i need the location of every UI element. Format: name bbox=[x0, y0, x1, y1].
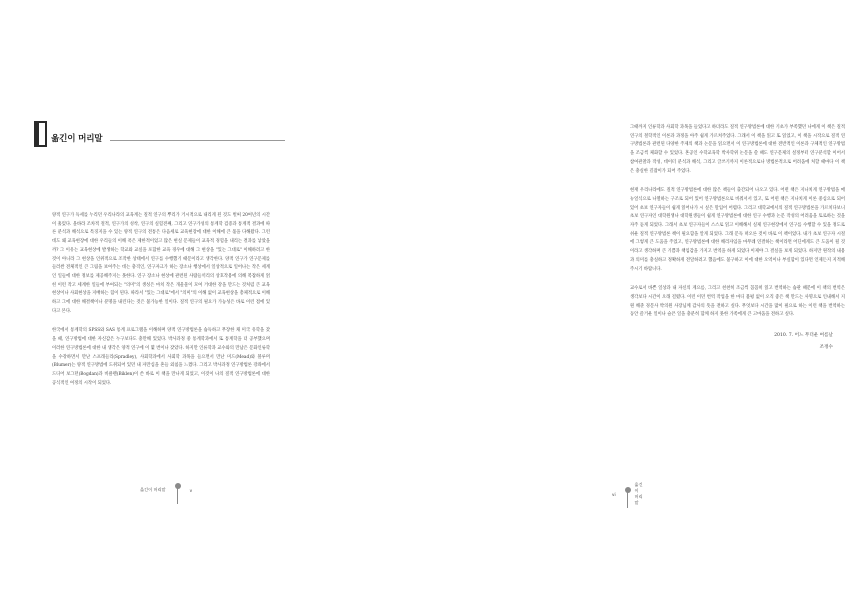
date-line: 2010. 7. 어느 무더운 여름날 bbox=[774, 333, 833, 339]
paragraph: 한국에서 통계학의 SPSS와 SAS 통계 프로그램을 이해하며 양적 연구방법론을 습득하고 무장한 채 미국 유학을 갔을 때, 연구방법에 대한 자신감은 누구보다도 충만해 있었다. 박사과정 중 통계학과에서 또 통계학을 더 공부했으며 이러한 연구방법론에 대한 내 생각은 양적 연구에 이 몇 번이나 잦았다. 하지만 인류학과 교수와의 만남은 문화인류학을 수강하면서 만난 스프래들리(Spradley), 사회학과에서 사회학 과목을 들으면서 만난 미드(Mead)와 블루머(Blumer)는 양적 연구방법에 도취되어 있던 내 자만심을 흔들 외침을 느꼈다. 그리고 박사과정 연구방법론 강좌에서 드디어 보그던(Bogdan)과 비클렌(Biklen)이 쓴 바로 이 책을 만나게 되었고, 이것이 나의 질적 연구방법론에 대한 공식적인 여정의 시작이 되었다. bbox=[52, 328, 270, 386]
left-body-text bbox=[52, 212, 270, 399]
paragraph: 그때까지 인류학과 사회학 과목을 들었다고 하더라도 질적 연구방법론에 대한 기초가 부족했던 나에게 이 책은 질적 연구의 철학적인 이론과 과정을 아주 쉽게 가르쳐주었다. 그래서 이 책을 읽고 또 읽었고, 이 책을 시작으로 질적 연구방법론과 관련된 다양한 주제의 책과 논문을 읽으면서 이 연구방법론에 대한 전반적인 이론과 구체적인 연구방법을 조금씩 체화할 수 있었다. 혼공인 수학교육학 박사학위 논문을 쓸 때도 연구문제의 설정부터 연구분석할 이어서 참여관찰과 작성, 데이터 분석과 해석, 그리고 글쓰기까지 이론적으로나 방법론적으로 어려움에 처할 때마다 이 책은 충실한 길잡이가 되어 주었다. bbox=[630, 125, 845, 174]
footer-pin-icon bbox=[174, 482, 182, 498]
right-body-text bbox=[630, 124, 845, 352]
paragraph: 교수로서 바쁜 일상과 내 자신의 게으름, 그리고 천천히 조금씩 꼼꼼히 읽고 번역하는 습관 때문에 이 책의 번역은 생각보다 시간이 오래 걸렸다. 이런 이던 번역 작업을 한 마디 불평 없이 오직 좋은 책 만드는 사명으로 인내해서 지원 해준 경문사 박의원 사장님께 감사의 뜻을 전하고 싶다. 무엇보다 시간을 많이 필요로 하는 이런 책을 번역하는 동안 즐거운 일이나 슬픈 일을 충분히 함께 하지 못한 가족에게 큰 고마움을 전하고 싶다. bbox=[630, 286, 845, 318]
footer-pin-icon bbox=[624, 486, 627, 502]
bracket-icon bbox=[34, 121, 47, 147]
paragraph: 현재 우리나라에도 질적 연구방법론에 대한 많은 책들이 출간되어 나오고 있다. 어떤 책은 지나치게 연구방법을 매뉴얼식으로 나열하는 구조로 되어 있어 연구방법론으로 비춰서서 있고, 또 어떤 책은 지나치게 이론 중심으로 되어있어 초보 연구자들이 쉽게 읽어나가 시 싶은 말입어 어렵다. 그리고 대학교에서의 질적 연구방법론을 가르치다보니 초보 연구자인 대학원생나 대학원생들이 쉽게 연구방법론에 대한 연구 수행과 논문 작성의 어려움을 토로하는 것을 자주 듣게 되었다. 그래서 초보 연구자들이 스스로 읽고 이해해서 실제 연구현장에서 연구를 수행할 수 있을 정도로 쉬운 질적 연구방법론 책이 필요함을 알게 되었다. 그래 문득 떠오른 것이 바로 이 책이었다. 내가 초보 연구자 시절에 그렇게 큰 도움을 주었고, 연구방법론에 대한 해리자임을 마무례 연결하는 책이라면 어딘에게도 큰 도움이 될 것이라고 생각하며 큰 기쁨과 책임감을 가지고 번역을 하게 되었다 이제야 그 결실을 보게 되었다. 하지만 원작의 내용과 의미를 충실하고 정확하게 전달하려고 했음에도 불구하고 이에 대한 오역이나 부실함이 있다면 언제든지 지적해주시기 바랍니다. bbox=[630, 188, 845, 272]
page-number: vi bbox=[612, 491, 616, 497]
paragraph: 양적 연구가 득세를 누리던 우리나라의 교육계는 질적 연구의 뿌리가 거시적으로 내리게 된 것도 벌써 20여년의 시간이 흘렀다. 올바라 조차적 절적, 연구가의 성착, 연구의 실험전째, 그리고 연구가성의 통계학 검증과 통계적 결과에 따른 분석과 해석으로 특징지을 수 있는 양적 연구의 전통은 다음세로 교육현장에 대한 이해에 큰 몫을 다해왔다. 그런데도 왜 교육현장에 대한 우리들의 이해 폭은 제한적이었고 많은 현실 문제들이 교육적 경험을 내리는 결과를 낳았을까? 그 이유는 교육현상에 발생하는 학교와 교실을 포함한 교육 경우에 대해 그 현상을 "있는 그대로" 이해하려고 한 것이 아니라 그 현상을 인위적으로 조작한 상태에서 연구를 수행했기 때문이라고 생각한다. 양적 연구가 연구문제를 들러싼 전체적인 큰 그림을 보여주는 데는 충격인, 연구자크가 하는 장소나 행상에서 일상적으로 일어나는 작은 세계인 일들에 대한 정보를 제공해주지는 못한다. 연구 장소나 현상에 관련된 사람들끼리의 상호작용에 의해 복잡하게 얽힌 이런 작고 세계한 일들에 부여되는 "의미"의 생성은 마치 작은 개울물이 모여 거대한 강을 만드는 것처럼 큰 교육현상이나 사회현상을 지배하는 힘이 된다. 따라서 "있는 그대로"에서 "의미"의 이해 없이 교육현상을 총체적으로 이해하고 그에 대한 해결책이나 분명을 내린다는 것은 불가능한 일이다. 질적 연구의 필요가 가능성은 바로 이런 점에 있다고 본다. bbox=[52, 213, 270, 314]
right-page bbox=[300, 0, 845, 600]
running-title: 옮긴이 머리말 bbox=[140, 487, 166, 492]
author-signature: 조정수 bbox=[819, 345, 833, 351]
left-footer bbox=[140, 482, 192, 498]
running-title: 옮긴이 머리말 bbox=[634, 482, 643, 505]
page-title: 옮긴이 머리말 bbox=[51, 134, 103, 144]
chapter-heading bbox=[34, 121, 285, 147]
right-footer bbox=[612, 482, 644, 506]
left-page bbox=[0, 0, 300, 600]
heading-divider bbox=[110, 140, 285, 141]
page-number: v bbox=[189, 487, 193, 493]
